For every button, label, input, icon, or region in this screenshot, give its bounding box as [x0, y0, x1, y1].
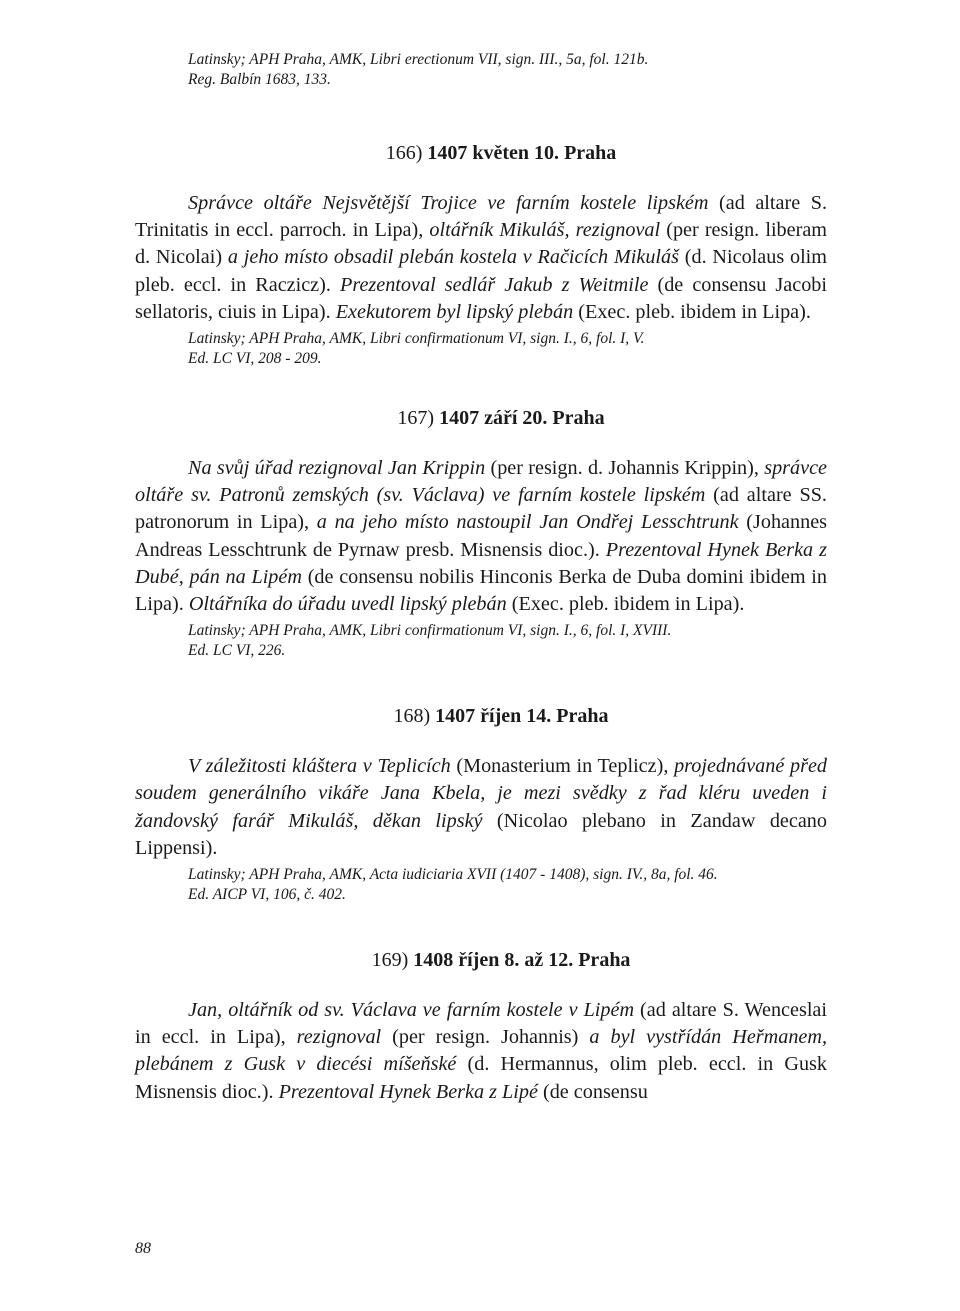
source-line: Latinsky; APH Praha, AMK, Acta iudiciaria XVII (1407 - 1408), sign. IV., 8a, fol. 46. [188, 866, 718, 884]
source-line: Ed. AICP VI, 106, č. 402. [188, 886, 346, 904]
czech-text-run: oltářník Mikuláš, rezignoval [429, 219, 661, 242]
latin-text-run: (Johannes Andreas Lesschtrunk de Pyrnaw presb. Misnensis dioc.). [135, 511, 828, 561]
czech-text-run: správce oltáře sv. Patronů zemských (sv. Václava) ve farním kostele lipském [135, 457, 827, 507]
latin-text-run: (ad altare SS. patronorum in Lipa), [135, 484, 827, 534]
entry-place: Praha [564, 142, 617, 164]
latin-text-run: (de consensu [537, 1080, 648, 1103]
czech-text-run: Jan, oltářník od sv. Václava ve farním kostele v Lipém [188, 999, 635, 1022]
source-line: Latinsky; APH Praha, AMK, Libri confirmationum VI, sign. I., 6, fol. I, XVIII. [188, 622, 672, 640]
czech-text-run: V záležitosti kláštera v Teplicích [188, 755, 451, 778]
czech-text-run: Prezentoval Hynek Berka z Lipé [278, 1080, 538, 1103]
top-source-note [135, 50, 827, 90]
source-line: Reg. Balbín 1683, 133. [188, 71, 331, 88]
czech-text-run: a byl vystřídán Heřmanem, plebánem z Gusk v diecési míšeňské [135, 1026, 827, 1076]
entry-source [135, 621, 827, 661]
latin-text-run: (ad altare S. Wenceslai in eccl. in Lipa), [135, 999, 827, 1049]
entry-heading [135, 947, 827, 973]
latin-text-run: (Exec. pleb. ibidem in Lipa). [573, 300, 811, 323]
source-line: Ed. LC VI, 208 - 209. [188, 350, 322, 368]
entry-place: Praha [578, 949, 631, 972]
latin-text-run: (per resign. Johannis) [381, 1026, 590, 1049]
czech-text-run: Prezentoval sedlář Jakub z Weitmile [340, 273, 649, 296]
entry-169 [135, 947, 827, 1106]
czech-text-run: projednávané před soudem generálního vikáře Jana Kbela, je mezi svědky z řad kléru uveden i žandovský farář Mikuláš, děkan lipský [135, 755, 828, 832]
entry-source [135, 865, 827, 905]
entry-167 [135, 405, 827, 661]
latin-text-run: (ad altare S. Trinitatis in eccl. parroch. in Lipa), [135, 192, 827, 242]
entry-text [135, 753, 827, 862]
entry-text [135, 190, 827, 326]
latin-text-run: (d. Nicolaus olim pleb. eccl. in Raczicz). [135, 246, 827, 296]
latin-text-run: (de consensu nobilis Hinconis Berka de Duba domini ibidem in Lipa). [135, 565, 827, 616]
latin-text-run: (d. Hermannus, olim pleb. eccl. in Gusk Misnensis dioc.). [135, 1053, 827, 1103]
latin-text-run: (de consensu Jacobi sellatoris, ciuis in Lipa). [135, 273, 827, 323]
page-number: 88 [135, 1240, 151, 1257]
czech-text-run: Oltářníka do úřadu uvedl lipský plebán [188, 593, 507, 616]
entry-date: 1407 září 20. [439, 407, 548, 430]
source-line: Latinsky; APH Praha, AMK, Libri confirmationum VI, sign. I., 6, fol. I, V. [188, 330, 645, 348]
entry-text [135, 997, 827, 1106]
latin-text-run: (Exec. pleb. ibidem in Lipa). [506, 593, 745, 616]
entry-166 [135, 140, 827, 369]
source-line: Latinsky; APH Praha, AMK, Libri erectionum VII, sign. III., 5a, fol. 121b. [188, 51, 649, 68]
entry-168 [135, 703, 827, 905]
czech-text-run: Správce oltáře Nejsvětější Trojice ve farním kostele lipském [188, 192, 709, 214]
czech-text-run: a na jeho místo nastoupil Jan Ondřej Lesschtrunk [316, 511, 739, 534]
document-page [135, 50, 827, 1106]
latin-text-run: (per resign. d. Johannis Krippin), [485, 457, 765, 480]
entry-date: 1407 říjen 14. [435, 705, 552, 728]
latin-text-run: (Monasterium in Teplicz), [450, 755, 675, 778]
entry-source [135, 329, 827, 369]
entry-heading [135, 703, 827, 729]
czech-text-run: Na svůj úřad rezignoval Jan Krippin [188, 457, 486, 480]
source-line: Ed. LC VI, 226. [188, 642, 286, 660]
czech-text-run: rezignoval [296, 1026, 382, 1049]
entry-heading [135, 140, 827, 166]
latin-text-run: (Nicolao plebano in Zandaw decano Lippensi). [135, 809, 827, 859]
entry-date: 1407 květen 10. [427, 142, 560, 164]
entry-date: 1408 říjen 8. až 12. [413, 949, 574, 972]
entry-number: 167) [397, 407, 435, 430]
latin-text-run: (per resign. liberam d. Nicolai) [135, 219, 827, 269]
entry-place: Praha [556, 705, 609, 728]
entry-number: 169) [371, 949, 409, 972]
czech-text-run: Prezentoval Hynek Berka z Dubé, pán na Lipém [135, 538, 827, 588]
entry-text [135, 455, 827, 618]
entry-number: 166) [385, 142, 423, 164]
entry-place: Praha [552, 407, 605, 430]
entry-number: 168) [393, 705, 431, 728]
czech-text-run: a jeho místo obsadil plebán kostela v Račicích Mikuláš [227, 246, 679, 269]
entry-heading [135, 405, 827, 431]
czech-text-run: Exekutorem byl lipský plebán [335, 300, 574, 323]
